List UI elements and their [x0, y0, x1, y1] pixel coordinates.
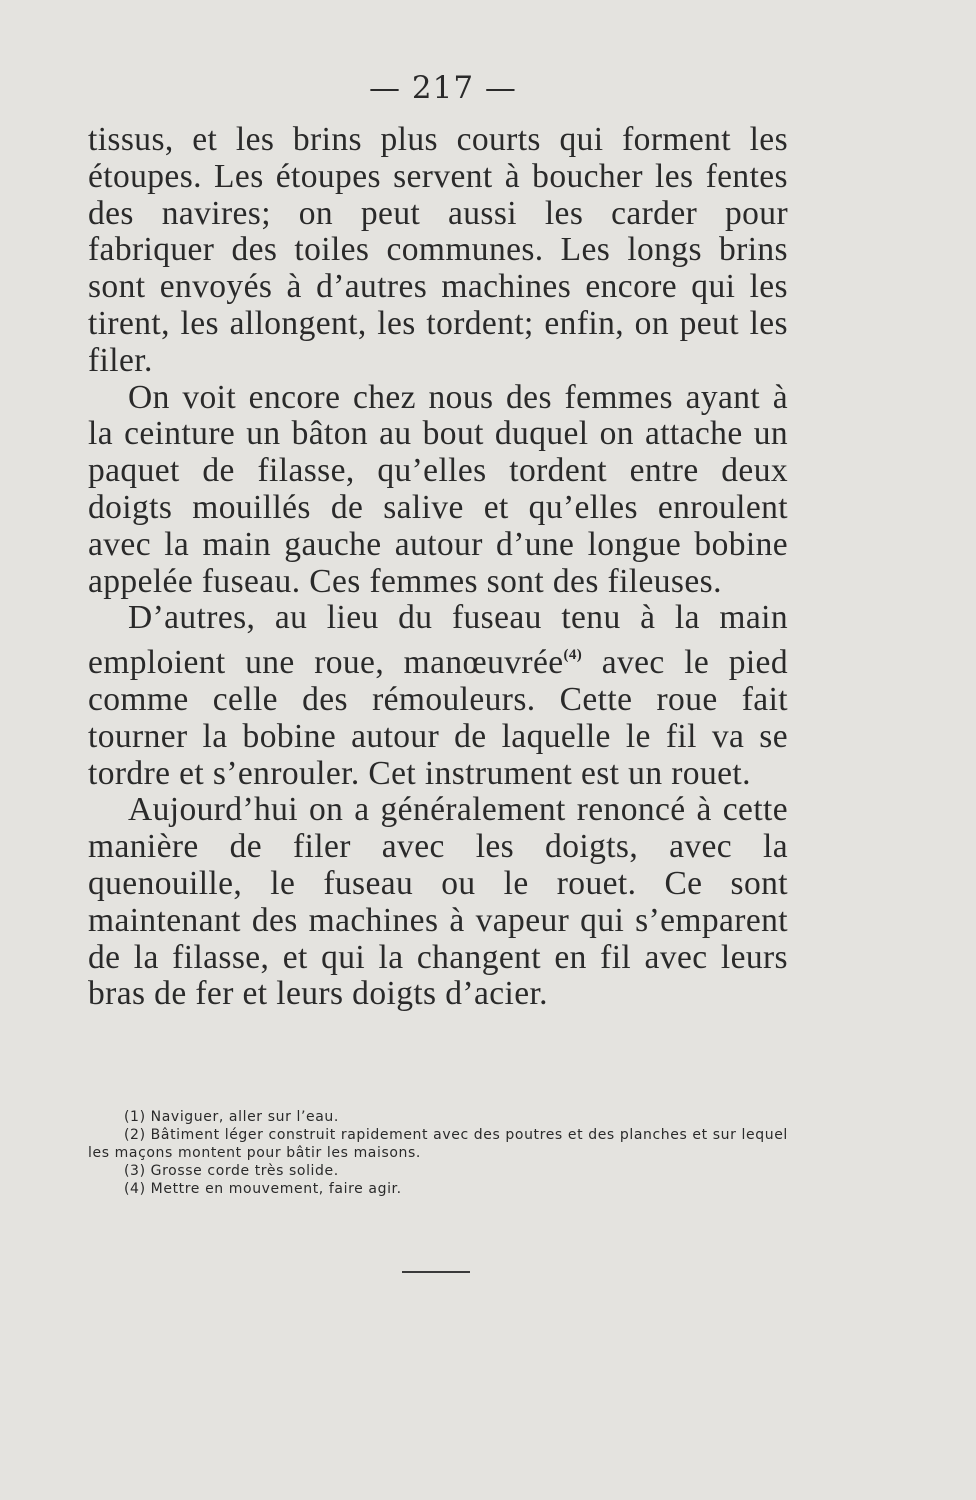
- footnote-ref-4: (4): [563, 647, 583, 664]
- page-number: — 217 —: [369, 70, 517, 106]
- end-rule: [402, 1271, 470, 1273]
- paragraph-3-end: avec le pied comme celle des rémouleurs. Cette roue fait tourner la bobine autour de laquelle le fil va se tordre et s’enrouler. Cet instrument est un rouet.: [88, 644, 788, 792]
- paragraph-3-start: D’autres, au lieu du fuseau tenu à la main emploient une roue, manœuvrée: [88, 599, 788, 682]
- footnotes: [88, 1108, 790, 1198]
- footnote-4: (4) Mettre en mouvement, faire agir.: [124, 1181, 402, 1197]
- footnote-2: (2) Bâtiment léger construit rapidement avec des poutres et des planches et sur lequel les maçons montent pour bâtir les maisons.: [88, 1127, 788, 1161]
- paragraph-3: [88, 600, 788, 792]
- footnote-3: (3) Grosse corde très solide.: [124, 1163, 339, 1179]
- paragraph-4: Aujourd’hui on a généralement renoncé à cette manière de filer avec les doigts, avec la quenouille, le fuseau ou le rouet. Ce sont maintenant des machines à vapeur qui s’emparent de la filasse, et qui la changent en fil avec leurs bras de fer et leurs doigts d’acier.: [88, 791, 788, 1013]
- paragraph-2: On voit encore chez nous des femmes ayant à la ceinture un bâton au bout duquel on attache un paquet de filasse, qu’elles tordent entre deux doigts mouillés de salive et qu’elles enroulent avec la main gauche autour d’une longue bobine appelée fuseau. Ces femmes sont des fileuses.: [88, 378, 788, 600]
- paragraph-1: tissus, et les brins plus courts qui forment les étoupes. Les étoupes servent à boucher les fentes des navires; on peut aussi les carder pour fabriquer des toiles communes. Les longs brins sont envoyés à d’autres machines encore qui les tirent, les allongent, les tordent; enfin, on peut les filer.: [88, 121, 788, 379]
- body-text: [88, 122, 788, 1013]
- footnote-1: (1) Naviguer, aller sur l’eau.: [124, 1109, 339, 1125]
